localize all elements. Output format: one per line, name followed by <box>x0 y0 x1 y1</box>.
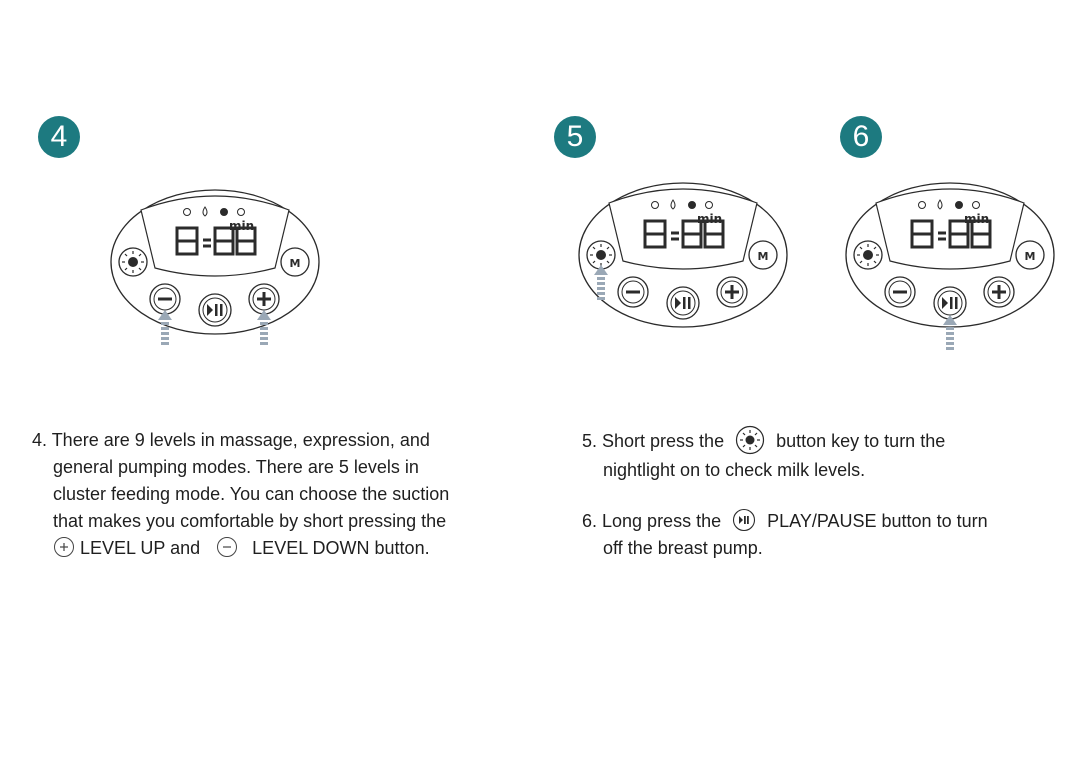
step-5-line-2: nightlight on to check milk levels. <box>603 460 866 480</box>
step-4-line-2: general pumping modes. There are 5 levels in <box>53 457 419 477</box>
step-4-line-4: that makes you comfortable by short pressing the <box>53 511 447 531</box>
pump-control-panel-step-4 <box>105 188 325 358</box>
mode-button <box>1016 241 1044 269</box>
level-up-button <box>249 284 279 314</box>
step-6-instructions <box>582 508 1062 562</box>
play-pause-button <box>934 287 966 319</box>
play-pause-button <box>667 287 699 319</box>
nightlight-button <box>587 241 615 269</box>
step-4-line-3: cluster feeding mode. You can choose the suction <box>53 484 450 504</box>
step-4-line-1: 4. There are 9 levels in massage, expression, and <box>32 430 430 450</box>
nightlight-button <box>119 248 147 276</box>
step-5-badge: 5 <box>554 116 596 158</box>
step-6-suffix: PLAY/PAUSE button to turn <box>767 511 988 531</box>
svg-text:M: M <box>289 257 301 270</box>
display-unit-min: min <box>697 212 723 226</box>
svg-text:M: M <box>1024 250 1036 263</box>
nightlight-button <box>854 241 882 269</box>
step-4-badge: 4 <box>38 116 80 158</box>
step-6-prefix: 6. Long press the <box>582 511 722 531</box>
play-pause-icon <box>732 508 756 532</box>
nightlight-icon <box>735 425 765 455</box>
mode-button <box>749 241 777 269</box>
pump-control-panel-step-5 <box>573 181 793 356</box>
step-6-line-2: off the breast pump. <box>603 538 763 558</box>
step-5-prefix: 5. Short press the <box>582 430 725 451</box>
pump-control-panel-step-6 <box>840 181 1060 356</box>
minus-icon <box>216 536 238 558</box>
mode-button <box>281 248 309 276</box>
plus-icon <box>53 536 75 558</box>
step-5-instructions <box>582 427 1062 484</box>
display-unit-min: min <box>229 219 255 233</box>
level-down-button <box>885 277 915 307</box>
level-down-label: LEVEL DOWN button. <box>252 538 430 558</box>
step-6-line-1 <box>582 508 1062 535</box>
step-4-instructions <box>32 427 532 562</box>
step-4-line-5 <box>32 535 532 562</box>
play-pause-button <box>199 294 231 326</box>
display-unit-min: min <box>964 212 990 226</box>
level-down-button <box>150 284 180 314</box>
level-up-button <box>984 277 1014 307</box>
level-up-label: LEVEL UP and <box>80 538 201 558</box>
svg-text:M: M <box>757 250 769 263</box>
level-down-button <box>618 277 648 307</box>
step-6-badge: 6 <box>840 116 882 158</box>
level-up-button <box>717 277 747 307</box>
step-5-suffix: button key to turn the <box>776 430 946 451</box>
step-5-line-1 <box>582 427 1062 457</box>
